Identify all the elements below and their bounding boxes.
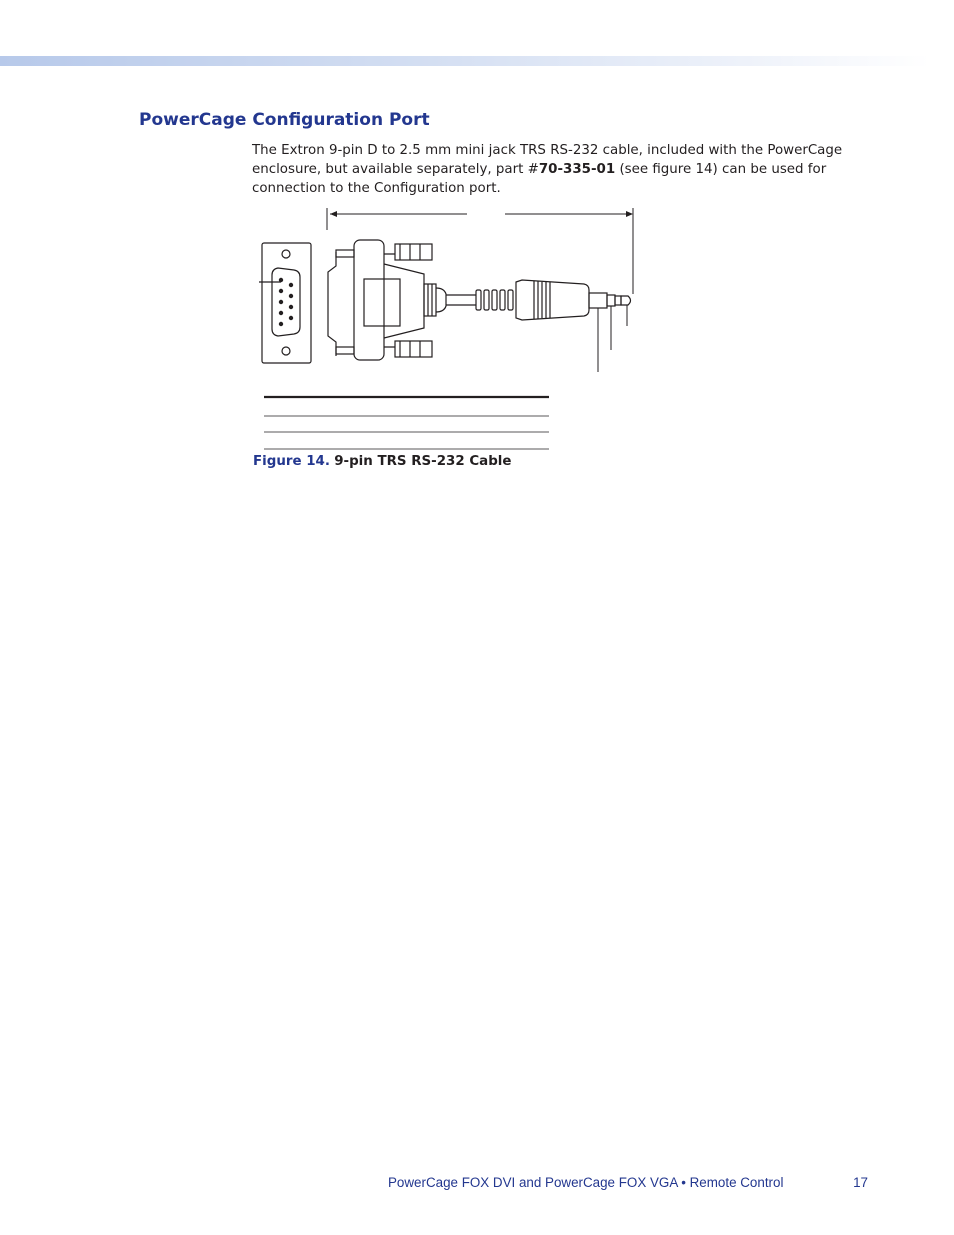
paragraph-text-after: (see figure 14) can be used for connection to the Configuration port. — [252, 162, 827, 196]
body-paragraph — [252, 141, 852, 198]
page-number: 17 — [853, 1175, 868, 1190]
d-connector-body — [328, 240, 446, 360]
pin-table-rules — [264, 397, 549, 449]
paragraph-text-before: The Extron 9-pin D to 2.5 mm mini jack TRS RS-232 cable, included with the PowerCage enclosure, but available separately, part # — [252, 143, 843, 177]
cable-illustration — [250, 204, 650, 456]
figure-caption — [253, 454, 511, 469]
trs-plug — [476, 280, 631, 320]
header-band — [0, 56, 930, 66]
trs-leader-lines — [598, 305, 627, 372]
figure-label: Figure 14. — [253, 454, 330, 469]
footer-doc-title: PowerCage FOX DVI and PowerCage FOX VGA • Remote Control — [388, 1175, 784, 1190]
dimension-line — [327, 208, 633, 294]
part-number: 70-335-01 — [538, 162, 616, 177]
section-title: PowerCage Configuration Port — [139, 110, 430, 130]
cable-figure — [250, 204, 650, 456]
page-footer — [388, 1175, 870, 1193]
figure-title: 9-pin TRS RS-232 Cable — [334, 454, 512, 469]
d-connector-face — [259, 243, 311, 363]
cable-segment — [446, 295, 476, 305]
